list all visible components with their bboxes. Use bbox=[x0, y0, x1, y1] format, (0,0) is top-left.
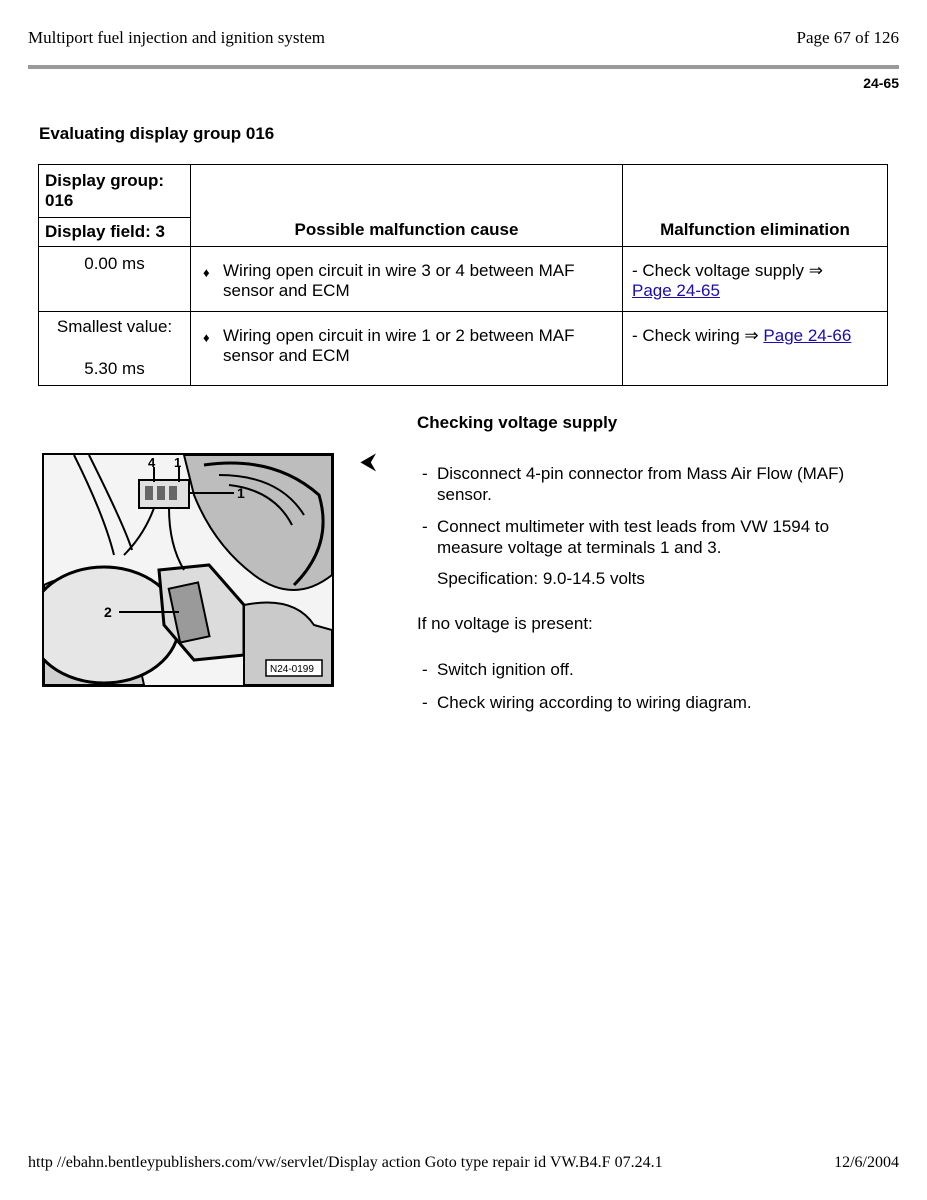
header-fix: Malfunction elimination bbox=[623, 165, 888, 247]
header-cause: Possible malfunction cause bbox=[191, 165, 623, 247]
procedure-step bbox=[422, 659, 882, 680]
dash-icon: - bbox=[422, 517, 428, 536]
section-title: Evaluating display group 016 bbox=[39, 124, 275, 143]
header-divider bbox=[28, 65, 899, 69]
procedure-step bbox=[422, 463, 888, 505]
figure-label-1-top: 1 bbox=[174, 455, 182, 470]
bullet-icon: ♦ bbox=[203, 265, 210, 280]
header-group-cell bbox=[39, 165, 191, 247]
document-title: Multiport fuel injection and ignition system bbox=[28, 28, 325, 47]
page-24-65-link[interactable]: Page 24-65 bbox=[632, 281, 720, 300]
row2-value: 5.30 ms bbox=[84, 359, 145, 378]
dash-icon: - bbox=[422, 693, 428, 712]
figure-code: N24-0199 bbox=[270, 664, 314, 675]
step-check-wiring: Check wiring according to wiring diagram. bbox=[437, 693, 752, 712]
dash-icon: - bbox=[422, 660, 428, 679]
row1-cause: Wiring open circuit in wire 3 or 4 between MAF sensor and ECM bbox=[223, 261, 575, 300]
page-24-66-link[interactable]: Page 24-66 bbox=[763, 326, 852, 345]
page-footer bbox=[28, 1154, 899, 1172]
figure-label-2: 2 bbox=[104, 604, 112, 620]
step-connect-multimeter: Connect multimeter with test leads from VW 1594 to measure voltage at terminals 1 and 3. bbox=[437, 517, 830, 557]
step-ignition-off: Switch ignition off. bbox=[437, 660, 574, 679]
display-group-table bbox=[38, 164, 888, 386]
row2-cause: Wiring open circuit in wire 1 or 2 between MAF sensor and ECM bbox=[223, 326, 575, 365]
procedure-step bbox=[422, 516, 872, 558]
value-cell bbox=[39, 312, 191, 386]
page-number: Page 67 of 126 bbox=[796, 28, 899, 47]
row1-fix-text: - Check voltage supply ⇒ bbox=[632, 261, 823, 280]
footer-date: 12/6/2004 bbox=[834, 1154, 899, 1171]
condition-text: If no voltage is present: bbox=[417, 614, 593, 633]
fix-cell bbox=[623, 247, 888, 312]
table-header-row bbox=[39, 165, 888, 247]
value-cell bbox=[39, 247, 191, 312]
page-code: 24-65 bbox=[863, 75, 899, 91]
row2-fix-text: - Check wiring ⇒ bbox=[632, 326, 759, 345]
figure-label-1: 1 bbox=[237, 485, 245, 501]
maf-sensor-photo bbox=[42, 453, 334, 687]
table-row bbox=[39, 312, 888, 386]
cause-cell bbox=[191, 312, 623, 386]
row2-value-label: Smallest value: bbox=[56, 317, 173, 336]
bullet-icon: ♦ bbox=[203, 330, 210, 345]
dash-icon: - bbox=[422, 464, 428, 483]
cause-cell bbox=[191, 247, 623, 312]
header-display-group: Display group: 016 bbox=[45, 171, 165, 210]
footer-url: http //ebahn.bentleypublishers.com/vw/servlet/Display action Goto type repair id VW.B4.F 07.24.1 bbox=[28, 1154, 663, 1171]
procedure-title: Checking voltage supply bbox=[417, 413, 618, 432]
procedure-step bbox=[422, 692, 882, 713]
table-row bbox=[39, 247, 888, 312]
row1-value: 0.00 ms bbox=[84, 254, 145, 273]
figure-label-4: 4 bbox=[148, 455, 156, 470]
figure-pointer-icon: ⮜ bbox=[361, 451, 376, 473]
step-disconnect: Disconnect 4-pin connector from Mass Air Flow (MAF) sensor. bbox=[437, 464, 845, 504]
specification: Specification: 9.0-14.5 volts bbox=[437, 569, 645, 588]
fix-cell bbox=[623, 312, 888, 386]
header-display-field: Display field: 3 bbox=[39, 217, 190, 246]
